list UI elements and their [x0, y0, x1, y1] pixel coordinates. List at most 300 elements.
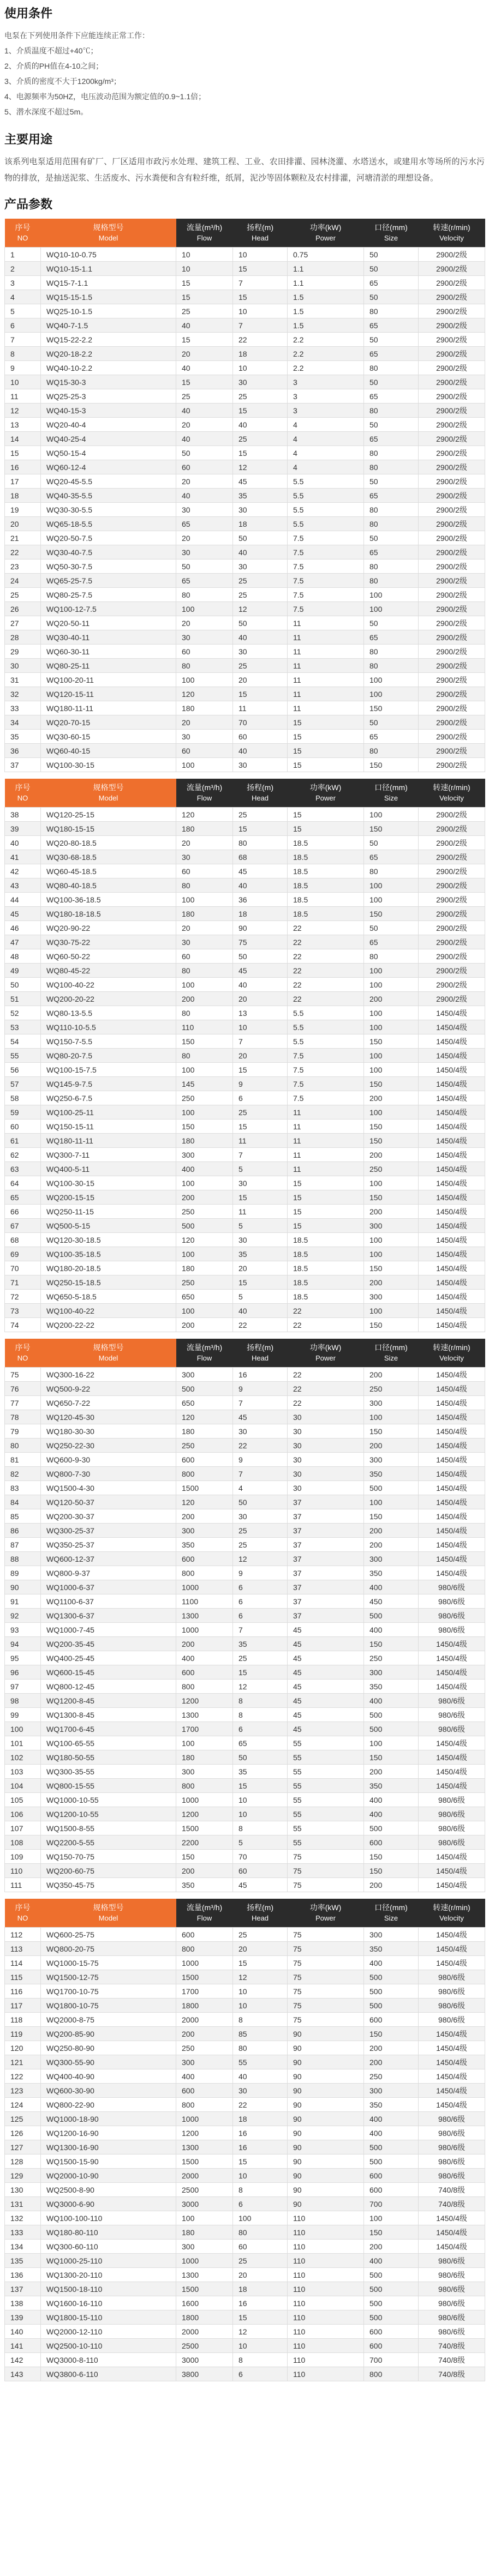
cell-head: 18 [233, 517, 288, 531]
cell-power: 75 [288, 1999, 364, 2013]
cell-velocity: 740/8级 [419, 2339, 485, 2353]
cell-flow: 2500 [176, 2339, 233, 2353]
cell-flow: 1000 [176, 2254, 233, 2268]
cell-power: 110 [288, 2367, 364, 2381]
cell-no: 129 [5, 2169, 41, 2183]
cell-no: 38 [5, 808, 41, 822]
cell-velocity: 2900/2级 [419, 389, 485, 404]
cell-model: WQ150-70-75 [41, 1850, 176, 1864]
header-label-en: Flow [196, 1354, 212, 1362]
cell-velocity: 1450/4级 [419, 1637, 485, 1651]
cell-power: 45 [288, 1694, 364, 1708]
cell-velocity: 2900/2级 [419, 836, 485, 850]
header-label-en: Velocity [439, 234, 464, 242]
cell-power: 2.2 [288, 347, 364, 361]
cell-no: 140 [5, 2325, 41, 2339]
cell-size: 100 [364, 602, 419, 616]
cell-flow: 180 [176, 2225, 233, 2240]
cell-size: 200 [364, 1275, 419, 1290]
header-size [364, 1899, 419, 1928]
header-flow [176, 219, 233, 248]
cell-model: WQ30-40-11 [41, 630, 176, 645]
cell-flow: 500 [176, 1219, 233, 1233]
cell-power: 15 [288, 744, 364, 758]
cell-flow: 800 [176, 1779, 233, 1793]
cell-no: 138 [5, 2296, 41, 2310]
table-row [5, 574, 485, 588]
cell-flow: 15 [176, 276, 233, 290]
cell-velocity: 980/6级 [419, 1821, 485, 1835]
cell-head: 10 [233, 2339, 288, 2353]
table-row [5, 1290, 485, 1304]
cell-velocity: 1450/4级 [419, 1850, 485, 1864]
cell-power: 18.5 [288, 850, 364, 864]
condition-line: 4、电源频率为50HZ，电压波动范围为额定值的0.9~1.1倍； [4, 92, 206, 101]
table-row [5, 1006, 485, 1020]
table-row [5, 630, 485, 645]
cell-head: 45 [233, 964, 288, 978]
cell-velocity: 1450/4级 [419, 1318, 485, 1332]
cell-head: 4 [233, 1481, 288, 1495]
cell-no: 69 [5, 1247, 41, 1261]
cell-no: 23 [5, 559, 41, 574]
cell-no: 136 [5, 2268, 41, 2282]
cell-head: 55 [233, 2055, 288, 2069]
cell-size: 200 [364, 1205, 419, 1219]
cell-power: 45 [288, 1623, 364, 1637]
cell-power: 15 [288, 1205, 364, 1219]
cell-power: 18.5 [288, 1247, 364, 1261]
table-row [5, 2282, 485, 2296]
cell-size: 300 [364, 2084, 419, 2098]
cell-no: 114 [5, 1956, 41, 1970]
table-row [5, 645, 485, 659]
cell-power: 4 [288, 418, 364, 432]
cell-power: 45 [288, 1680, 364, 1694]
table-row [5, 673, 485, 687]
cell-flow: 1800 [176, 1999, 233, 2013]
cell-head: 9 [233, 1566, 288, 1580]
cell-head: 80 [233, 836, 288, 850]
table-row [5, 1552, 485, 1566]
cell-head: 50 [233, 531, 288, 545]
cell-size: 80 [364, 864, 419, 878]
cell-velocity: 1450/4级 [419, 1424, 485, 1439]
cell-size: 100 [364, 878, 419, 893]
cell-power: 110 [288, 2325, 364, 2339]
cell-power: 11 [288, 1134, 364, 1148]
cell-velocity: 2900/2级 [419, 758, 485, 772]
cell-no: 102 [5, 1750, 41, 1765]
cell-model: WQ80-25-11 [41, 659, 176, 673]
cell-velocity: 1450/4级 [419, 1736, 485, 1750]
cell-model: WQ800-7-30 [41, 1467, 176, 1481]
cell-flow: 20 [176, 418, 233, 432]
table-row [5, 602, 485, 616]
cell-velocity: 2900/2级 [419, 616, 485, 630]
cell-velocity: 1450/4级 [419, 1651, 485, 1665]
cell-velocity: 2900/2级 [419, 630, 485, 645]
cell-velocity: 2900/2级 [419, 992, 485, 1006]
table-row [5, 1970, 485, 1984]
cell-velocity: 980/6级 [419, 2325, 485, 2339]
cell-size: 100 [364, 1063, 419, 1077]
cell-flow: 200 [176, 992, 233, 1006]
cell-velocity: 1450/4级 [419, 1134, 485, 1148]
cell-head: 10 [233, 248, 288, 262]
cell-head: 80 [233, 2225, 288, 2240]
cell-flow: 1500 [176, 1821, 233, 1835]
cell-head: 30 [233, 503, 288, 517]
cell-head: 25 [233, 1928, 288, 1942]
cell-model: WQ40-25-4 [41, 432, 176, 446]
cell-size: 80 [364, 645, 419, 659]
cell-size: 65 [364, 850, 419, 864]
cell-no: 65 [5, 1190, 41, 1205]
table-row [5, 1120, 485, 1134]
cell-velocity: 2900/2级 [419, 517, 485, 531]
cell-size: 350 [364, 1680, 419, 1694]
cell-model: WQ60-50-22 [41, 949, 176, 964]
cell-head: 7 [233, 1623, 288, 1637]
cell-size: 80 [364, 446, 419, 460]
cell-no: 137 [5, 2282, 41, 2296]
cell-size: 500 [364, 2282, 419, 2296]
cell-no: 61 [5, 1134, 41, 1148]
cell-size: 500 [364, 1970, 419, 1984]
cell-velocity: 1450/4级 [419, 1410, 485, 1424]
header-label-en: Power [315, 234, 336, 242]
table-row [5, 460, 485, 474]
cell-flow: 150 [176, 1850, 233, 1864]
cell-size: 400 [364, 1793, 419, 1807]
cell-no: 100 [5, 1722, 41, 1736]
cell-model: WQ60-30-11 [41, 645, 176, 659]
cell-model: WQ65-25-7.5 [41, 574, 176, 588]
cell-model: WQ1700-10-75 [41, 1984, 176, 1999]
cell-flow: 145 [176, 1077, 233, 1091]
cell-head: 18 [233, 907, 288, 921]
cell-flow: 1300 [176, 2268, 233, 2282]
cell-head: 15 [233, 262, 288, 276]
cell-velocity: 2900/2级 [419, 248, 485, 262]
cell-velocity: 2900/2级 [419, 460, 485, 474]
cell-model: WQ180-11-11 [41, 1134, 176, 1148]
usage-title: 主要用途 [4, 133, 53, 146]
header-label-en: Head [251, 1354, 269, 1362]
cell-no: 47 [5, 935, 41, 949]
cell-model: WQ120-15-11 [41, 687, 176, 701]
cell-head: 30 [233, 1509, 288, 1524]
cell-velocity: 1450/4级 [419, 2240, 485, 2254]
cell-power: 1.5 [288, 318, 364, 333]
cell-no: 81 [5, 1453, 41, 1467]
cell-size: 100 [364, 1176, 419, 1190]
header-no [5, 779, 41, 808]
cell-flow: 20 [176, 836, 233, 850]
cell-size: 800 [364, 2367, 419, 2381]
cell-no: 8 [5, 347, 41, 361]
table-row [5, 404, 485, 418]
cell-head: 50 [233, 1750, 288, 1765]
cell-velocity: 1450/4级 [419, 2098, 485, 2112]
cell-model: WQ800-12-45 [41, 1680, 176, 1694]
condition-line: 1、介质温度不超过+40℃； [4, 46, 98, 55]
cell-flow: 30 [176, 935, 233, 949]
cell-model: WQ800-9-37 [41, 1566, 176, 1580]
cell-velocity: 980/6级 [419, 1970, 485, 1984]
cell-size: 350 [364, 2098, 419, 2112]
cell-power: 110 [288, 2296, 364, 2310]
table-row [5, 1162, 485, 1176]
cell-flow: 1500 [176, 1970, 233, 1984]
cell-power: 1.5 [288, 304, 364, 318]
table-row [5, 715, 485, 730]
cell-head: 15 [233, 404, 288, 418]
cell-model: WQ300-60-110 [41, 2240, 176, 2254]
cell-power: 22 [288, 1368, 364, 1382]
cell-no: 48 [5, 949, 41, 964]
table-row [5, 949, 485, 964]
cell-velocity: 1450/4级 [419, 1467, 485, 1481]
cell-no: 101 [5, 1736, 41, 1750]
table-row [5, 304, 485, 318]
cell-head: 10 [233, 1793, 288, 1807]
cell-flow: 250 [176, 1205, 233, 1219]
cell-model: WQ60-40-15 [41, 744, 176, 758]
cell-model: WQ600-12-37 [41, 1552, 176, 1566]
cell-flow: 350 [176, 1878, 233, 1892]
table-row [5, 588, 485, 602]
cell-velocity: 1450/4级 [419, 1495, 485, 1509]
cell-size: 400 [364, 1956, 419, 1970]
cell-head: 11 [233, 1134, 288, 1148]
cell-no: 29 [5, 645, 41, 659]
cell-size: 200 [364, 1524, 419, 1538]
cell-flow: 600 [176, 1552, 233, 1566]
table-row [5, 1942, 485, 1956]
header-label: 口径(mm) [374, 783, 408, 792]
cell-head: 16 [233, 1368, 288, 1382]
cell-size: 600 [364, 2183, 419, 2197]
cell-power: 18.5 [288, 907, 364, 921]
cell-flow: 60 [176, 949, 233, 964]
table-row [5, 701, 485, 715]
cell-power: 90 [288, 2197, 364, 2211]
cell-size: 50 [364, 715, 419, 730]
table-row [5, 616, 485, 630]
cell-no: 10 [5, 375, 41, 389]
cell-model: WQ350-45-75 [41, 1878, 176, 1892]
table-row [5, 2140, 485, 2154]
cell-head: 6 [233, 1722, 288, 1736]
cell-power: 37 [288, 1509, 364, 1524]
cell-flow: 180 [176, 1134, 233, 1148]
cell-model: WQ100-30-15 [41, 1176, 176, 1190]
cell-head: 6 [233, 2367, 288, 2381]
cell-no: 18 [5, 489, 41, 503]
cell-size: 500 [364, 2140, 419, 2154]
cell-velocity: 2900/2级 [419, 432, 485, 446]
cell-size: 200 [364, 1439, 419, 1453]
cell-velocity: 1450/4级 [419, 1878, 485, 1892]
cell-model: WQ300-7-11 [41, 1148, 176, 1162]
cell-velocity: 980/6级 [419, 2140, 485, 2154]
cell-model: WQ30-40-7.5 [41, 545, 176, 559]
cell-size: 65 [364, 489, 419, 503]
cell-head: 18 [233, 347, 288, 361]
cell-no: 39 [5, 822, 41, 836]
cell-velocity: 1450/4级 [419, 1481, 485, 1495]
table-row [5, 2240, 485, 2254]
conditions-title: 使用条件 [4, 7, 53, 20]
table-row [5, 1878, 485, 1892]
table-row [5, 1049, 485, 1063]
cell-velocity: 1450/4级 [419, 1453, 485, 1467]
cell-flow: 120 [176, 1410, 233, 1424]
header-label: 转速(r/min) [433, 783, 470, 792]
header-label-en: Head [251, 234, 269, 242]
cell-power: 22 [288, 992, 364, 1006]
cell-flow: 3000 [176, 2353, 233, 2367]
cell-velocity: 2900/2级 [419, 673, 485, 687]
header-head [233, 219, 288, 248]
cell-head: 25 [233, 389, 288, 404]
table-row [5, 2197, 485, 2211]
header-label-en: NO [17, 1914, 28, 1922]
cell-size: 100 [364, 1049, 419, 1063]
cell-flow: 80 [176, 1006, 233, 1020]
cell-size: 200 [364, 1148, 419, 1162]
table-row [5, 361, 485, 375]
cell-power: 22 [288, 921, 364, 935]
cell-model: WQ250-11-15 [41, 1205, 176, 1219]
cell-head: 5 [233, 1162, 288, 1176]
cell-power: 37 [288, 1566, 364, 1580]
cell-no: 31 [5, 673, 41, 687]
cell-size: 100 [364, 687, 419, 701]
cell-flow: 180 [176, 1750, 233, 1765]
cell-flow: 100 [176, 1063, 233, 1077]
cell-head: 15 [233, 290, 288, 304]
cell-velocity: 2900/2级 [419, 404, 485, 418]
cell-no: 127 [5, 2140, 41, 2154]
cell-velocity: 2900/2级 [419, 659, 485, 673]
cell-head: 25 [233, 2254, 288, 2268]
cell-size: 300 [364, 1396, 419, 1410]
cell-head: 30 [233, 1176, 288, 1190]
cell-head: 8 [233, 1694, 288, 1708]
cell-velocity: 2900/2级 [419, 921, 485, 935]
table-header-row [5, 779, 485, 808]
cell-flow: 120 [176, 1233, 233, 1247]
cell-head: 9 [233, 1382, 288, 1396]
table-row [5, 1495, 485, 1509]
cell-flow: 400 [176, 2069, 233, 2084]
cell-head: 36 [233, 893, 288, 907]
cell-power: 22 [288, 1382, 364, 1396]
table-row [5, 2339, 485, 2353]
cell-size: 150 [364, 1864, 419, 1878]
cell-velocity: 1450/4级 [419, 1382, 485, 1396]
cell-power: 7.5 [288, 545, 364, 559]
cell-power: 110 [288, 2268, 364, 2282]
cell-flow: 40 [176, 489, 233, 503]
cell-no: 11 [5, 389, 41, 404]
cell-model: WQ100-25-11 [41, 1105, 176, 1120]
cell-no: 98 [5, 1694, 41, 1708]
cell-size: 400 [364, 1694, 419, 1708]
cell-velocity: 2900/2级 [419, 347, 485, 361]
header-label-en: Velocity [439, 1354, 464, 1362]
cell-no: 125 [5, 2112, 41, 2126]
cell-power: 4 [288, 460, 364, 474]
table-row [5, 964, 485, 978]
cell-velocity: 1450/4级 [419, 1105, 485, 1120]
cell-flow: 60 [176, 864, 233, 878]
table-row [5, 758, 485, 772]
header-label: 流量(m³/h) [186, 1343, 223, 1352]
cell-size: 50 [364, 474, 419, 489]
cell-velocity: 980/6级 [419, 2268, 485, 2282]
cell-no: 92 [5, 1609, 41, 1623]
cell-model: WQ200-60-75 [41, 1864, 176, 1878]
cell-model: WQ2000-10-90 [41, 2169, 176, 2183]
cell-power: 18.5 [288, 1275, 364, 1290]
cell-power: 4 [288, 446, 364, 460]
header-label: 规格型号 [93, 1903, 124, 1912]
cell-size: 80 [364, 361, 419, 375]
header-no [5, 219, 41, 248]
cell-power: 75 [288, 1878, 364, 1892]
cell-flow: 25 [176, 304, 233, 318]
cell-no: 99 [5, 1708, 41, 1722]
cell-size: 500 [364, 2310, 419, 2325]
cell-flow: 1200 [176, 1807, 233, 1821]
cell-flow: 30 [176, 630, 233, 645]
cell-model: WQ180-18-18.5 [41, 907, 176, 921]
cell-flow: 180 [176, 822, 233, 836]
cell-velocity: 2900/2级 [419, 730, 485, 744]
cell-no: 28 [5, 630, 41, 645]
cell-size: 500 [364, 1821, 419, 1835]
cell-velocity: 1450/4级 [419, 1233, 485, 1247]
cell-size: 300 [364, 1665, 419, 1680]
header-size [364, 219, 419, 248]
cell-model: WQ100-12-7.5 [41, 602, 176, 616]
cell-no: 53 [5, 1020, 41, 1034]
cell-size: 100 [364, 1410, 419, 1424]
cell-no: 75 [5, 1368, 41, 1382]
parameter-tables [4, 219, 485, 2381]
cell-head: 12 [233, 602, 288, 616]
cell-flow: 80 [176, 878, 233, 893]
cell-velocity: 1450/4级 [419, 1176, 485, 1190]
cell-head: 60 [233, 2240, 288, 2254]
table-row [5, 517, 485, 531]
cell-head: 25 [233, 1524, 288, 1538]
cell-size: 80 [364, 460, 419, 474]
header-label: 转速(r/min) [433, 223, 470, 232]
cell-flow: 100 [176, 1247, 233, 1261]
cell-velocity: 1450/4级 [419, 1439, 485, 1453]
cell-head: 15 [233, 2154, 288, 2169]
table-row [5, 1063, 485, 1077]
table-header-row [5, 1339, 485, 1368]
cell-flow: 150 [176, 1034, 233, 1049]
header-label: 功率(kW) [309, 223, 342, 232]
cell-model: WQ1300-8-45 [41, 1708, 176, 1722]
